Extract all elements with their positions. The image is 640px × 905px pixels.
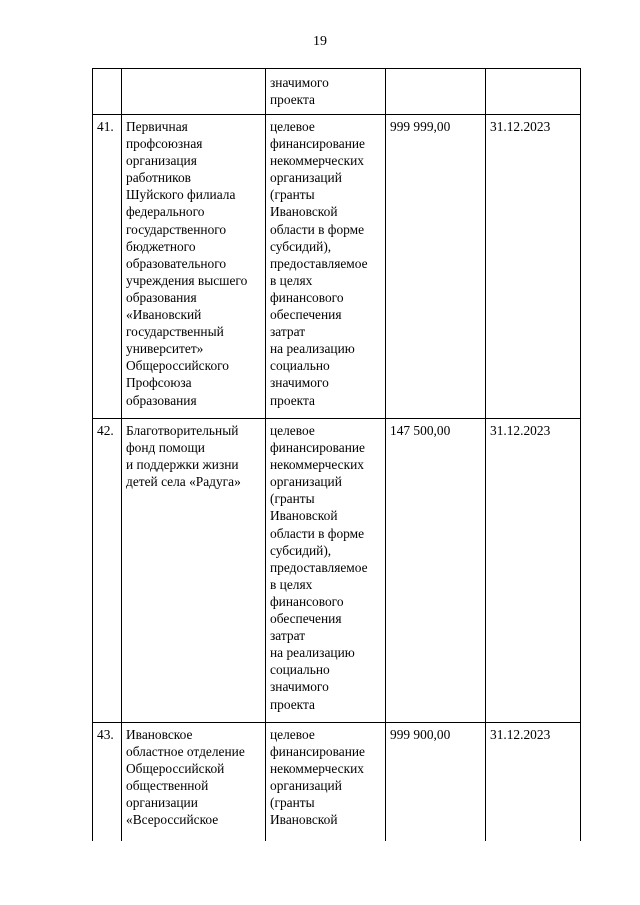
page-number: 19 xyxy=(313,34,327,49)
cell-date xyxy=(486,69,581,115)
cell-number: 43. xyxy=(93,723,122,841)
cell-organization: Первичная профсоюзная организация работников Шуйского филиала федерального государственного бюджетного образовательного учреждения высшего образования «Ивановский государственный университет» Общероссийского Профсоюза образования xyxy=(122,115,266,419)
cell-organization: Благотворительный фонд помощи и поддержки жизни детей села «Радуга» xyxy=(122,419,266,723)
cell-purpose: целевое финансирование некоммерческих организаций (гранты Ивановской области в форме субсидий), предоставляемое в целях финансового обеспечения затрат на реализацию социально значимого проекта xyxy=(266,115,386,419)
cell-amount: 999 999,00 xyxy=(386,115,486,419)
cell-purpose: целевое финансирование некоммерческих организаций (гранты Ивановской xyxy=(266,723,386,841)
cell-number: 41. xyxy=(93,115,122,419)
cell-amount xyxy=(386,69,486,115)
cell-organization: Ивановское областное отделение Общероссийской общественной организации «Всероссийское xyxy=(122,723,266,841)
cell-amount: 999 900,00 xyxy=(386,723,486,841)
grants-table xyxy=(92,68,581,841)
cell-amount: 147 500,00 xyxy=(386,419,486,723)
cell-purpose: целевое финансирование некоммерческих организаций (гранты Ивановской области в форме субсидий), предоставляемое в целях финансового обеспечения затрат на реализацию социально значимого проекта xyxy=(266,419,386,723)
cell-number xyxy=(93,69,122,115)
table-row xyxy=(93,419,581,723)
cell-date: 31.12.2023 xyxy=(486,419,581,723)
cell-date: 31.12.2023 xyxy=(486,723,581,841)
table-row xyxy=(93,115,581,419)
cell-number: 42. xyxy=(93,419,122,723)
cell-purpose: значимого проекта xyxy=(266,69,386,115)
table-row-continuation xyxy=(93,69,581,115)
cell-organization xyxy=(122,69,266,115)
table-row xyxy=(93,723,581,841)
cell-date: 31.12.2023 xyxy=(486,115,581,419)
